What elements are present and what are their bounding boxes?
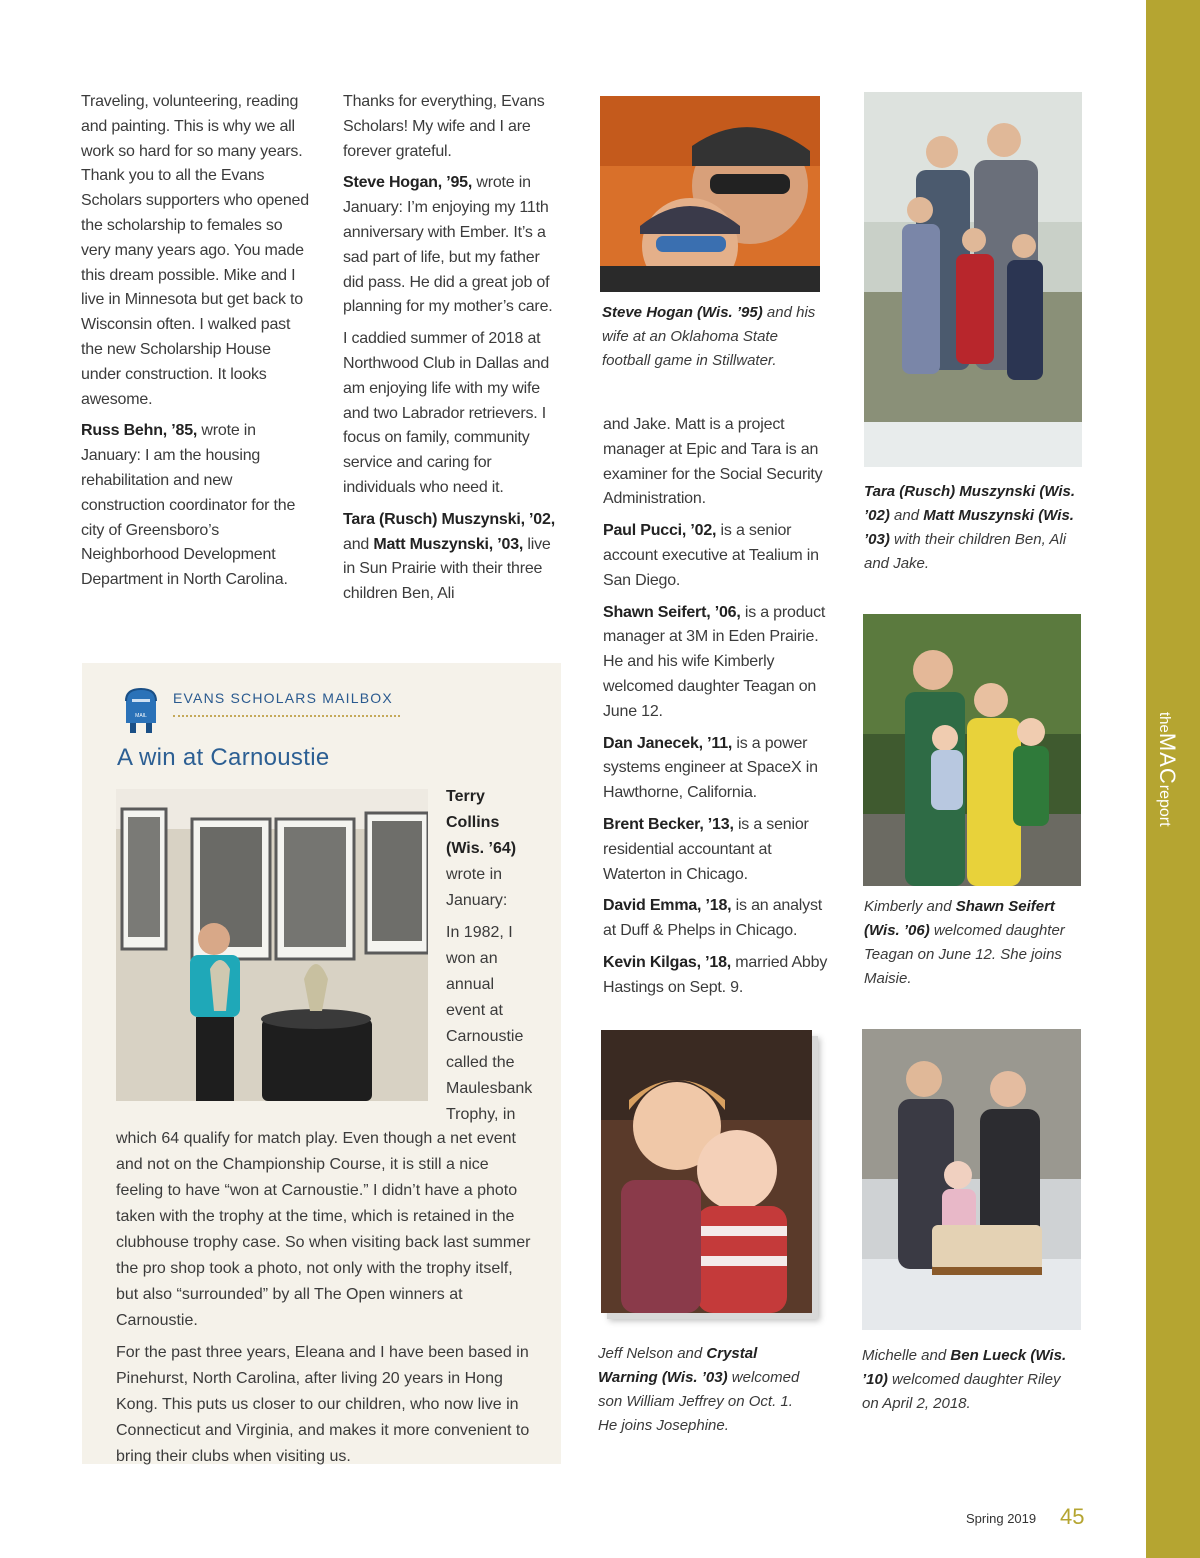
note-text: is a senior residential accountant at Waterton in Chicago. xyxy=(603,815,809,883)
person-name: Kevin Kilgas, ’18, xyxy=(603,953,732,971)
col2-paragraph-3: I caddied summer of 2018 at Northwood Club in Dallas and am enjoying life with my wife and two Labrador retrievers. I focus on family, community service and caring for individuals who need it. xyxy=(343,330,550,496)
mailbox-author-line xyxy=(446,784,536,914)
mailbox-label: EVANS SCHOLARS MAILBOX xyxy=(173,690,393,706)
col2-paragraph-2 xyxy=(343,171,557,320)
person-name: Terry Collins (Wis. ’64) xyxy=(446,788,517,857)
photo-carnoustie-trophy xyxy=(116,789,428,1101)
caption-name: Ben Lueck (Wis. ’10) xyxy=(862,1347,1067,1388)
note-text: married Abby Hastings on Sept. 9. xyxy=(603,953,828,996)
photo-hogan-football xyxy=(600,96,820,292)
photo-seifert-family xyxy=(863,614,1081,886)
note-text: is a product manager at 3M in Eden Prairie. He and his wife Kimberly welcomed daughter Teagan on June 12. xyxy=(603,603,826,720)
sidebar-report: report xyxy=(1156,784,1173,827)
note-text: is an analyst at Duff & Phelps in Chicago. xyxy=(603,897,823,940)
mailbox-p1-start: In 1982, I won an annual event at Carnoustie called the Maulesbank Trophy, in xyxy=(446,924,533,1123)
caption-text: welcomed daughter Riley on April 2, 2018. xyxy=(862,1371,1061,1412)
page-number: 45 xyxy=(1060,1504,1085,1529)
photo-lueck-family xyxy=(862,1029,1081,1330)
mailbox-narrow-column xyxy=(446,784,536,1134)
person-name: Russ Behn, ’85, xyxy=(81,422,198,440)
caption-seifert xyxy=(864,895,1074,991)
caption-text: and his wife at an Oklahoma State football game in Stillwater. xyxy=(602,304,816,369)
article-column-3 xyxy=(603,413,831,1008)
person-name: Brent Becker, ’13, xyxy=(603,815,734,833)
col3-paragraph-1: and Jake. Matt is a project manager at Epic and Tara is an examiner for the Social Security Administration. xyxy=(603,416,823,508)
sidebar-mac: MAC xyxy=(1155,732,1180,785)
note-text: is a power systems engineer at SpaceX in Hawthorne, California. xyxy=(603,734,818,802)
sidebar-title xyxy=(1148,712,1188,852)
col2-paragraph-4 xyxy=(343,508,557,607)
alumni-note xyxy=(603,732,831,806)
article-column-1 xyxy=(81,90,313,600)
caption-prefix: Jeff Nelson and xyxy=(598,1345,707,1362)
alumni-note xyxy=(603,601,831,725)
mailbox-icon xyxy=(122,687,160,733)
col1-paragraph-1: Traveling, volunteering, reading and painting. This is why we all work so hard for so many years. Thank you to all the Evans Scholars supporters who opened the scholarship to females so very many years ago. You made this dream possible. Mike and I live in Minnesota but get back to Wisconsin often. I walked past the new Scholarship House under construction. It looks awesome. xyxy=(81,93,309,408)
alumni-note xyxy=(603,813,831,887)
mailbox-title: A win at Carnoustie xyxy=(117,744,330,771)
col2-paragraph-1: Thanks for everything, Evans Scholars! My wife and I are forever grateful. xyxy=(343,93,545,160)
col1-paragraph-2 xyxy=(81,419,313,593)
person-name: Paul Pucci, ’02, xyxy=(603,522,717,540)
person-name: Matt Muszynski, ’03, xyxy=(373,535,524,553)
mailbox-intro: wrote in January: xyxy=(446,866,508,909)
col2-and: and xyxy=(343,535,374,553)
mailbox-divider xyxy=(173,715,400,717)
person-name: Steve Hogan, ’95, xyxy=(343,174,473,192)
mailbox-p1-rest: which 64 qualify for match play. Even though a net event and not on the Championship Course, it is still a nice feeling to have “won at Carnoustie.” I didn’t have a photo taken with the trophy at the time, which is retained in the clubhouse trophy case. So when visiting back last summer the pro shop took a photo, not only with the trophy itself, but also “surrounded” by all The Open winners at Carnoustie. xyxy=(116,1130,531,1329)
note-text: is a senior account executive at Tealium in San Diego. xyxy=(603,522,819,589)
col2-p4-text: live in Sun Prairie with their three children Ben, Ali xyxy=(343,535,551,603)
issue-season: Spring 2019 xyxy=(966,1511,1037,1526)
alumni-note xyxy=(603,894,831,944)
caption-name: Tara (Rusch) Muszynski (Wis. ’02) xyxy=(864,483,1076,524)
person-name: Shawn Seifert, ’06, xyxy=(603,603,741,621)
caption-text: with their children Ben, Ali and Jake. xyxy=(864,531,1067,572)
caption-and: and xyxy=(889,507,924,524)
person-name: Dan Janecek, ’11, xyxy=(603,734,733,752)
alumni-note xyxy=(603,519,831,593)
alumni-note xyxy=(603,951,831,1001)
mailbox-body xyxy=(116,1126,536,1476)
caption-hogan xyxy=(602,301,817,373)
col1-p2-text: wrote in January: I am the housing rehabilitation and new construction coordinator for the city of Greensboro’s Neighborhood Development Department in North Carolina. xyxy=(81,422,296,589)
caption-name: Crystal Warning (Wis. ’03) xyxy=(598,1345,758,1386)
col2-p2-text: wrote in January: I’m enjoying my 11th anniversary with Ember. It’s a sad part of life, but my father did pass. He did a great job of planning for my mother’s care. xyxy=(343,174,553,316)
article-column-2 xyxy=(343,90,557,614)
caption-name: Shawn Seifert (Wis. ’06) xyxy=(864,898,1055,939)
caption-name: Steve Hogan (Wis. ’95) xyxy=(602,304,763,321)
caption-text: welcomed son William Jeffrey on Oct. 1. He joins Josephine. xyxy=(598,1369,800,1434)
mailbox-icon-text: MAIL xyxy=(135,713,147,719)
photo-warning-children xyxy=(601,1030,812,1313)
caption-prefix: Kimberly and xyxy=(864,898,956,915)
photo-muszynski-family xyxy=(864,92,1082,467)
caption-muszynski xyxy=(864,480,1079,576)
svg-text:theMACreport xyxy=(1155,712,1180,827)
caption-lueck xyxy=(862,1344,1077,1416)
person-name: Tara (Rusch) Muszynski, ’02, xyxy=(343,510,555,528)
caption-text: welcomed daughter Teagan on June 12. She joins Maisie. xyxy=(864,922,1065,987)
mailbox-p2: For the past three years, Eleana and I have been based in Pinehurst, North Carolina, after living 20 years in Hong Kong. This puts us closer to our children, who now live in Connecticut and Virginia, and makes it more convenient to bring their clubs when visiting us. xyxy=(116,1344,530,1465)
caption-warning xyxy=(598,1342,813,1438)
sidebar-the: the xyxy=(1156,712,1173,733)
person-name: David Emma, ’18, xyxy=(603,897,732,915)
caption-prefix: Michelle and xyxy=(862,1347,951,1364)
caption-name: Matt Muszynski (Wis. ’03) xyxy=(864,507,1074,548)
